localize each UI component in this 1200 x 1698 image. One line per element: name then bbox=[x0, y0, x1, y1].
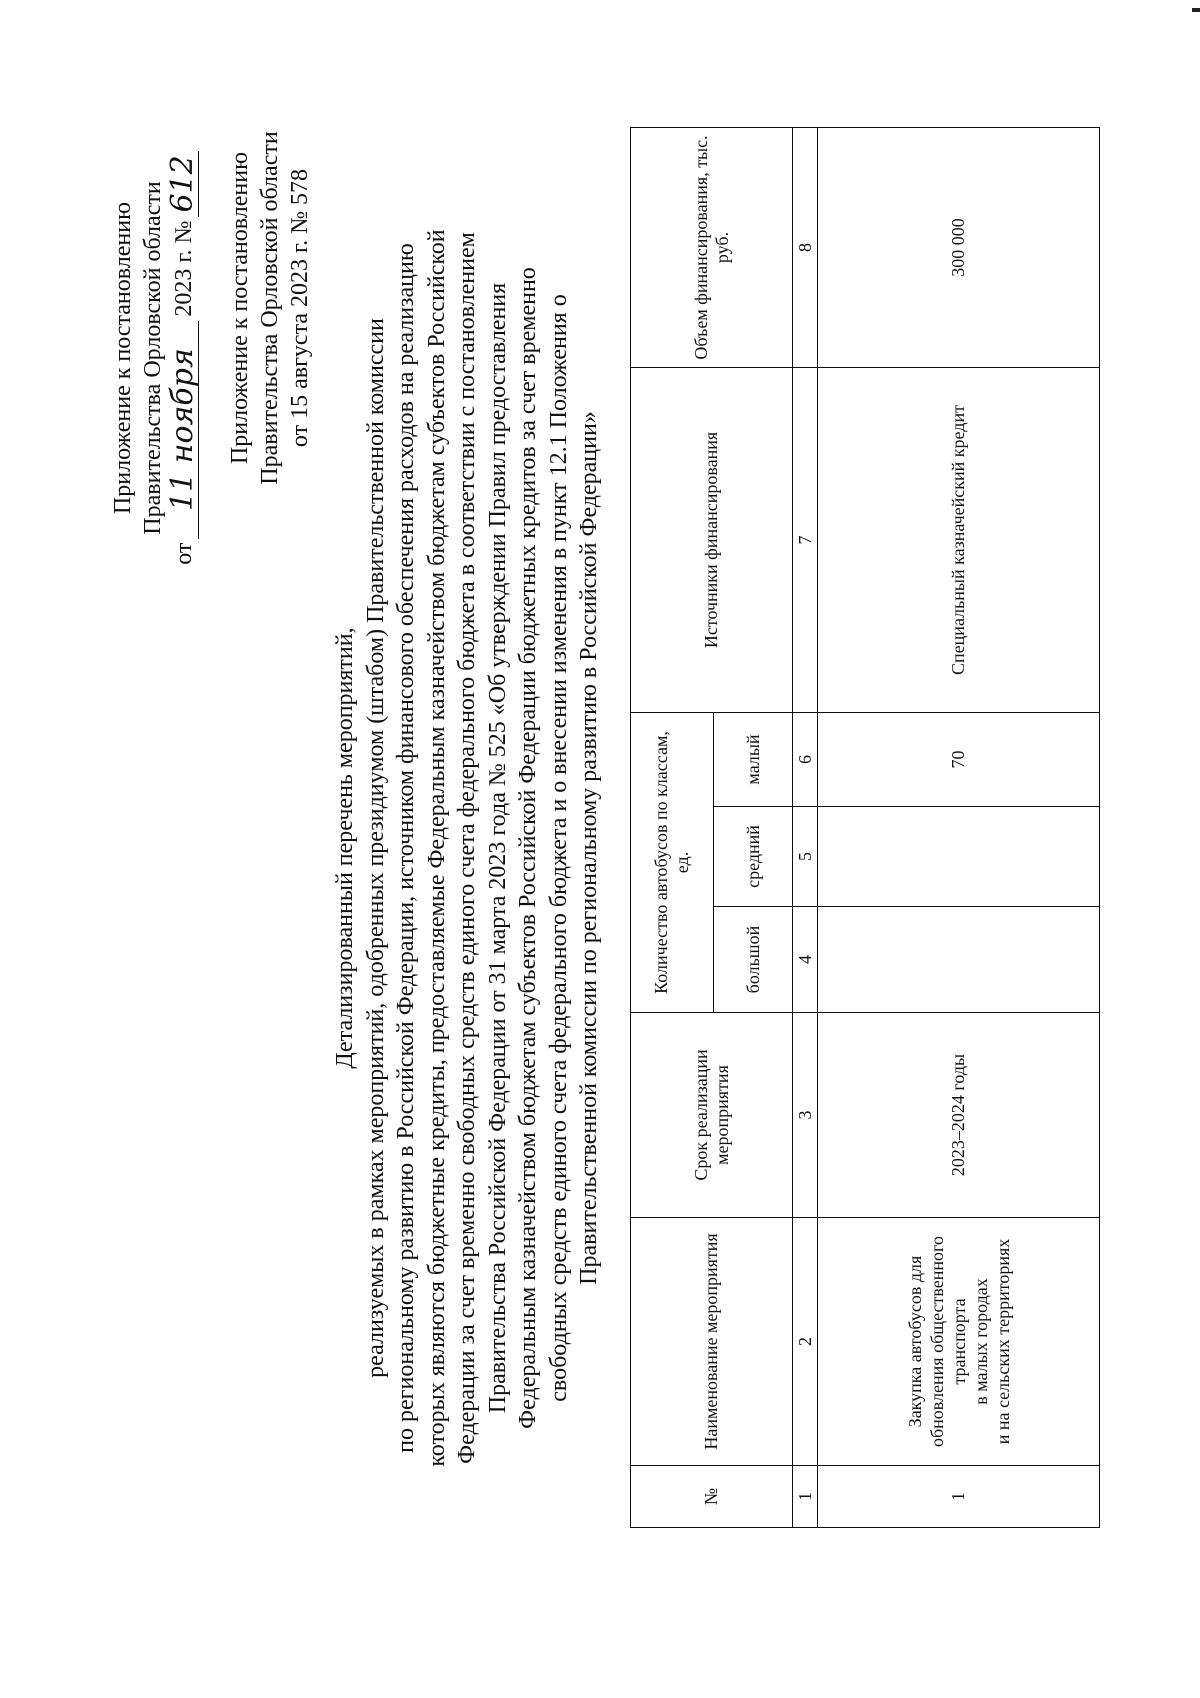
row-name-line: Закупка автобусов для bbox=[904, 1255, 925, 1428]
title-line: по региональному развитию в Российской Федерации, источником финансового обеспечения расходов на реализацию bbox=[393, 243, 419, 1453]
column-number: 6 bbox=[793, 713, 818, 807]
year-label: 2023 г. № bbox=[171, 220, 197, 317]
title-line: которых являются бюджетные кредиты, предоставляемые Федеральным казначейством бюджетам субъектов Российской bbox=[423, 229, 450, 1467]
approval-line: Правительства Орловской области bbox=[257, 131, 283, 485]
approval-line: от 15 августа 2023 г. № 578 bbox=[287, 168, 313, 448]
header-volume: Объем финансирования, тыс. руб. bbox=[631, 128, 793, 368]
handwritten-date: 11 ноября bbox=[168, 321, 199, 539]
approval-stamp-original bbox=[225, 108, 315, 508]
column-number: 2 bbox=[793, 1218, 818, 1466]
title-line: реализуемых в рамках мероприятий, одобренных президиумом (штабом) Правительственной комиссии bbox=[362, 318, 389, 1378]
column-number: 1 bbox=[793, 1466, 818, 1528]
row-name bbox=[818, 1218, 1100, 1466]
row-name-line: обновления общественного bbox=[926, 1236, 947, 1447]
handwritten-number: 612 bbox=[168, 151, 199, 216]
approval-date-line bbox=[165, 118, 200, 598]
row-source: Специальный казначейский кредит bbox=[818, 368, 1100, 713]
document-title bbox=[330, 198, 605, 1498]
title-line: Федеральным казначейством бюджетам субъектов Российской Федерации бюджетных кредитов за счет временно bbox=[515, 267, 541, 1429]
column-number: 3 bbox=[793, 1013, 818, 1218]
approval-line: Приложение к постановлению bbox=[227, 151, 253, 465]
header-source: Источники финансирования bbox=[631, 368, 793, 713]
table-row bbox=[818, 128, 1100, 1528]
row-big bbox=[818, 907, 1100, 1013]
approval-stamp-current bbox=[108, 118, 199, 598]
row-volume: 300 000 bbox=[818, 128, 1100, 368]
row-small: 70 bbox=[818, 713, 1100, 807]
row-medium bbox=[818, 807, 1100, 907]
header-medium: средний bbox=[714, 807, 793, 907]
table-header-row bbox=[631, 128, 714, 1528]
title-line: Правительственной комиссии по региональному развитию в Российской Федерации» bbox=[576, 411, 602, 1285]
header-term: Срок реализации мероприятия bbox=[631, 1013, 793, 1218]
approval-line: Приложение к постановлению bbox=[110, 201, 136, 515]
title-line: свободных средств единого счета федерального бюджета и о внесении изменения в пункт 12.1 Положения о bbox=[545, 294, 572, 1402]
column-number: 8 bbox=[793, 128, 818, 368]
column-number: 4 bbox=[793, 907, 818, 1013]
row-name-line: в малых городах bbox=[970, 1278, 991, 1405]
column-number-row bbox=[793, 128, 818, 1528]
row-name-line: и на сельских территориях bbox=[992, 1238, 1013, 1445]
column-number: 7 bbox=[793, 368, 818, 713]
header-big: большой bbox=[714, 907, 793, 1013]
date-prefix: от bbox=[171, 542, 197, 565]
row-no: 1 bbox=[818, 1466, 1100, 1528]
row-term: 2023–2024 годы bbox=[818, 1013, 1100, 1218]
title-line: Правительства Российской Федерации от 31 марта 2023 года № 525 «Об утверждении Правил предоставления bbox=[484, 282, 511, 1414]
column-number: 5 bbox=[793, 807, 818, 907]
header-buses: Количество автобусов по классам, ед. bbox=[631, 713, 714, 1013]
measures-table bbox=[630, 127, 1100, 1528]
approval-line: Правительства Орловской области bbox=[140, 181, 166, 535]
title-line: Детализированный перечень мероприятий, bbox=[332, 627, 358, 1069]
header-name: Наименование мероприятия bbox=[631, 1218, 793, 1466]
header-small: малый bbox=[714, 713, 793, 807]
title-line: Федерации за счет временно свободных средств единого счета федерального бюджета в соответствии с постановлением bbox=[454, 232, 480, 1464]
header-no: № bbox=[631, 1466, 793, 1528]
row-name-line: транспорта bbox=[948, 1298, 969, 1385]
